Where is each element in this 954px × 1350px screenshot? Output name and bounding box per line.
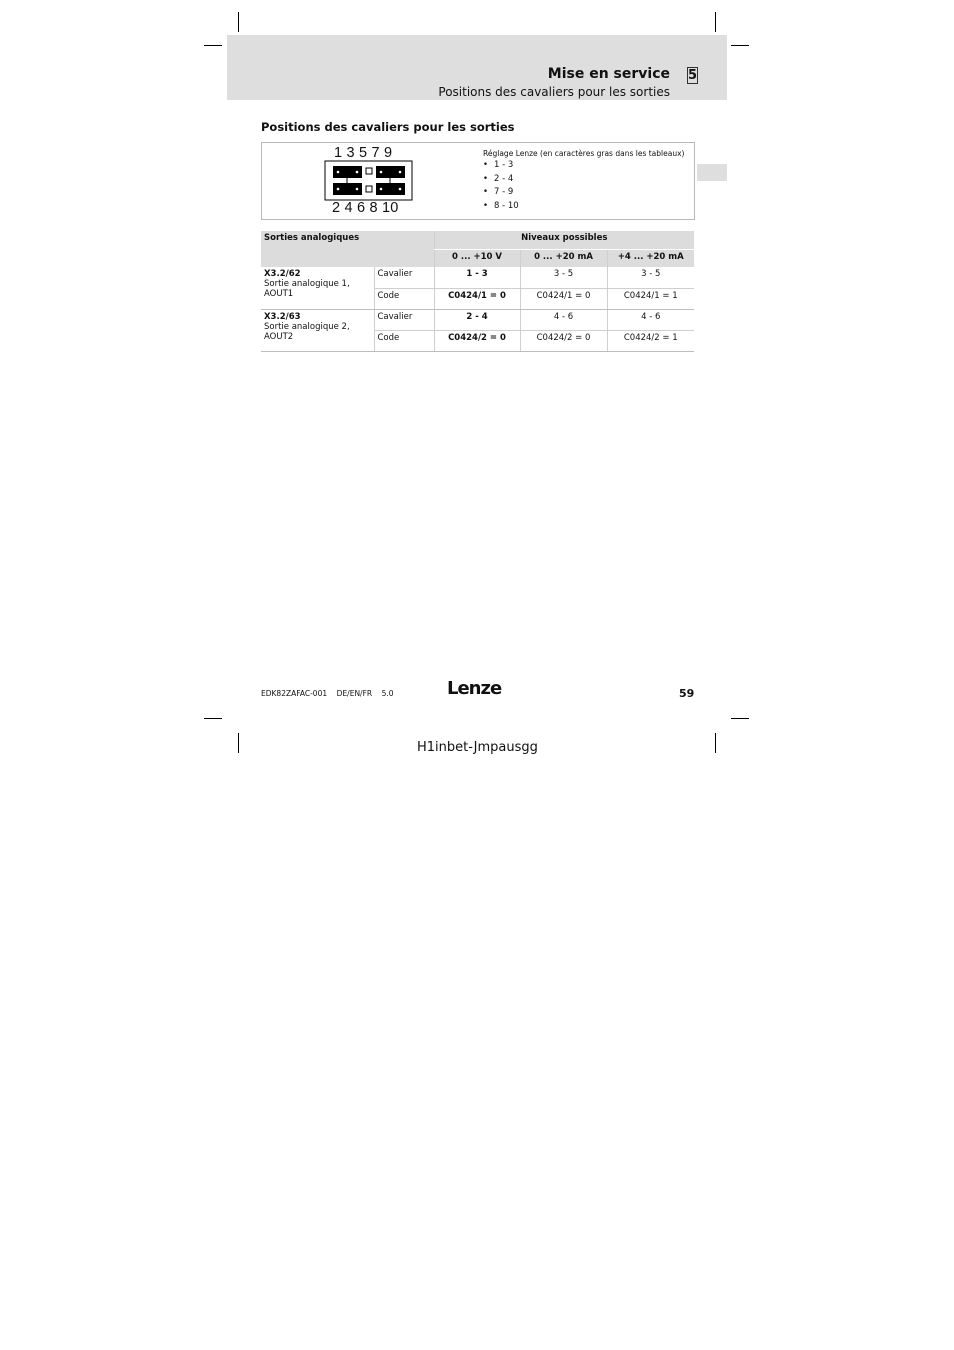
output-cell: X3.2/63 Sortie analogique 2, AOUT2 [261,309,374,351]
list-item: • 8 - 10 [483,200,519,211]
table-row: X3.2/62 Sortie analogique 1, AOUT1 Cavalier 1 - 3 3 - 5 3 - 5 [261,267,694,288]
document-id: EDK82ZAFAC-001 DE/EN/FR 5.0 [261,689,394,698]
analog-outputs-table [261,231,694,352]
default-setting-note: Réglage Lenze (en caractères gras dans les tableaux) [483,149,685,158]
col-header-level: 0 ... +20 mA [520,249,607,267]
default-jumper-list [483,159,519,213]
pin-6 [366,186,372,192]
lenze-logo: Lenze [447,678,502,699]
file-label: H1inbet-Jmpausgg [417,740,538,755]
jumper-block-diagram [324,160,414,202]
col-header-levels: Niveaux possibles [434,231,694,249]
crop-mark [238,12,239,32]
list-item: • 2 - 4 [483,173,514,184]
page-number: 59 [679,687,695,700]
section-title: Positions des cavaliers pour les sorties [261,120,515,134]
col-header-level: 0 ... +10 V [434,249,520,267]
table-row: Code C0424/1 = 0 C0424/1 = 0 C0424/1 = 1 [261,288,694,309]
table-row: X3.2/63 Sortie analogique 2, AOUT2 Cavalier 2 - 4 4 - 6 4 - 6 [261,309,694,330]
crop-mark [715,733,716,753]
chapter-number: 5 [688,68,698,83]
crop-mark [715,12,716,32]
crop-mark [204,45,222,46]
crop-mark [204,718,222,719]
crop-mark [731,718,749,719]
bottom-pin-numbers: 2 4 6 8 10 [332,200,399,216]
crop-mark [238,733,239,753]
output-cell: X3.2/62 Sortie analogique 1, AOUT1 [261,267,374,309]
page-subtitle: Positions des cavaliers pour les sorties [438,85,670,99]
top-pin-numbers: 1 3 5 7 9 [334,145,393,161]
col-header-outputs: Sorties analogiques [261,231,434,267]
page-title: Mise en service [547,66,670,82]
pin-5 [366,168,372,174]
col-header-level: +4 ... +20 mA [607,249,694,267]
table-row: Code C0424/2 = 0 C0424/2 = 0 C0424/2 = 1 [261,330,694,351]
list-item: • 7 - 9 [483,187,514,197]
crop-mark [731,45,749,46]
list-item: • 1 - 3 [483,160,514,170]
table-header-row [261,231,694,249]
chapter-side-tab [697,164,727,181]
